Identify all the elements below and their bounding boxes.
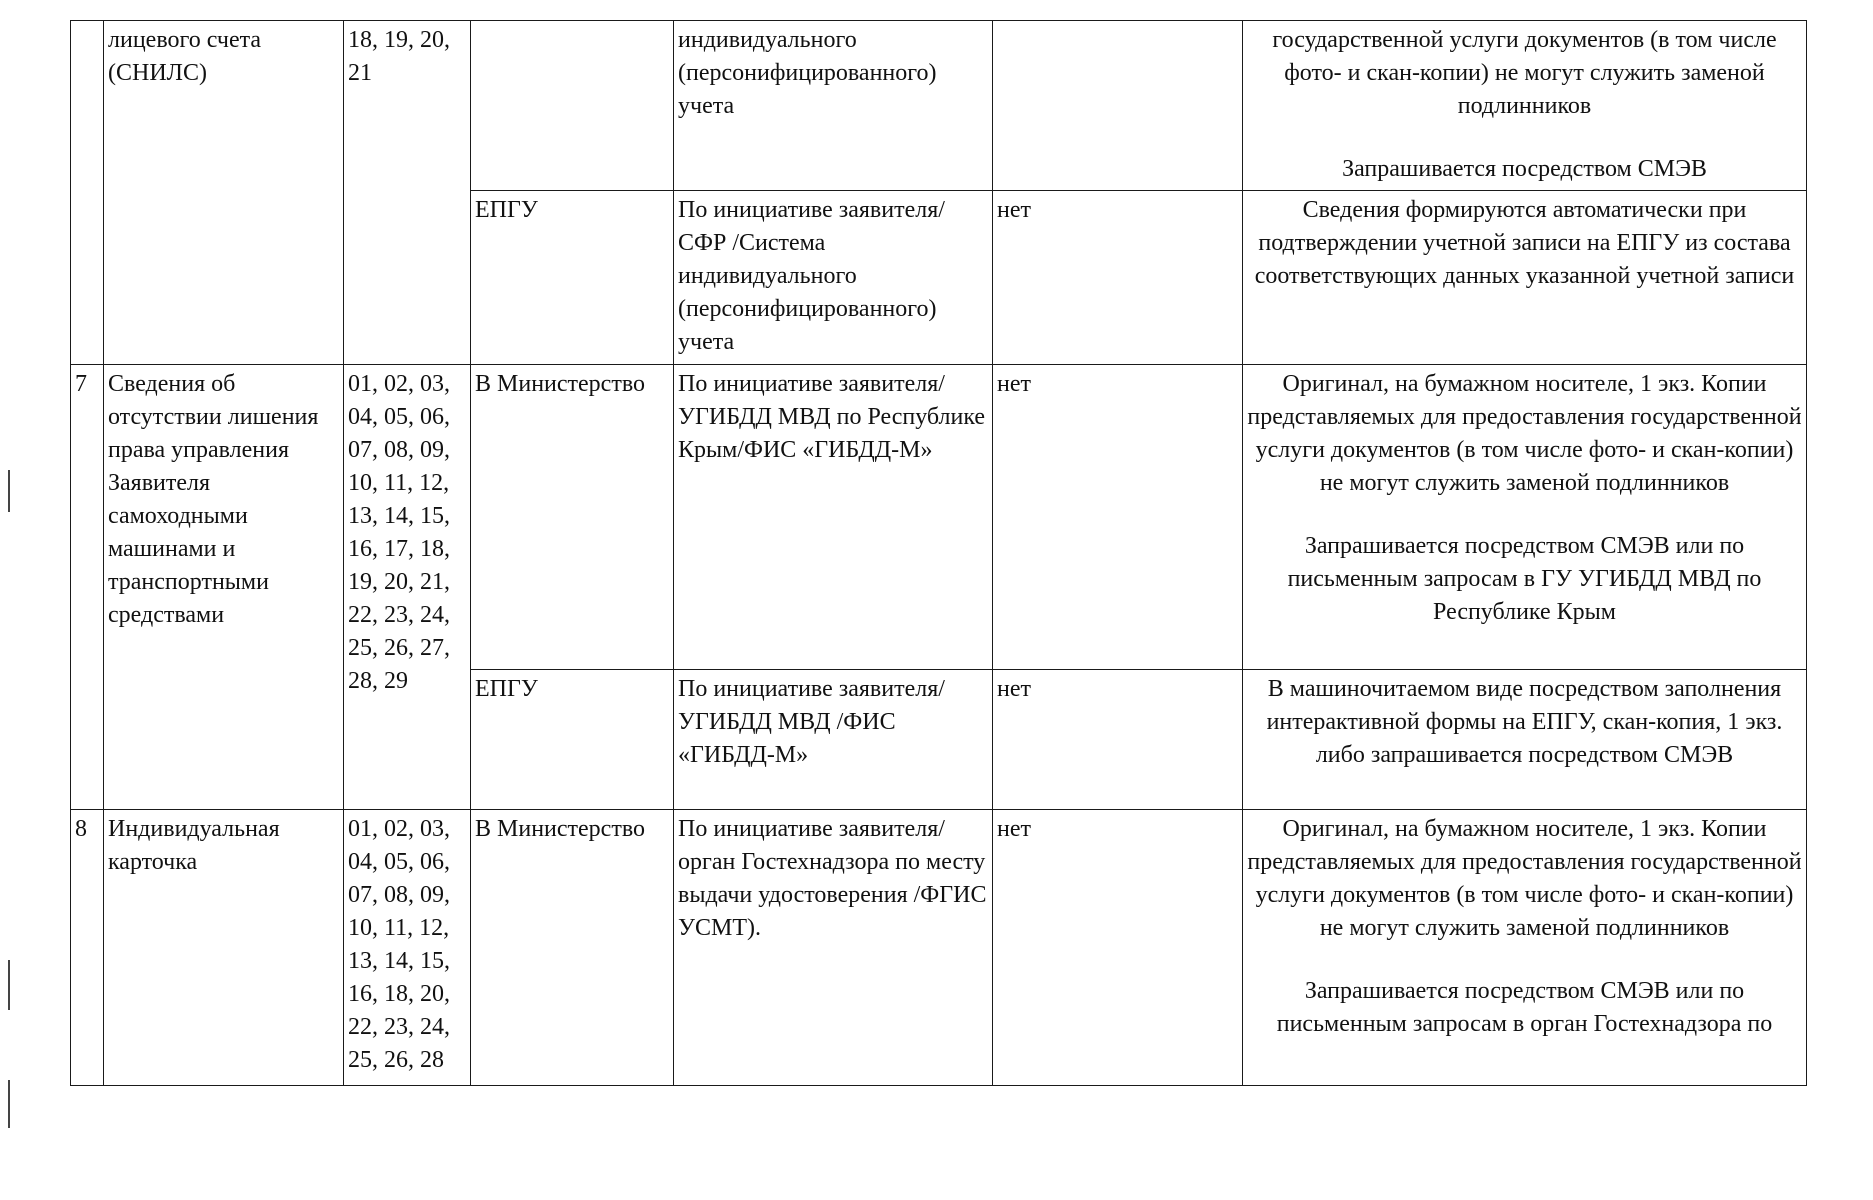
document-table — [70, 20, 1807, 1086]
destination: В Министерство — [471, 365, 674, 670]
source: По инициативе заявителя/ СФР /Система индивидуального (персонифицированного) учета — [674, 191, 993, 365]
fee — [993, 21, 1243, 191]
note-paragraph: Оригинал, на бумажном носителе, 1 экз. Копии представляемых для предоставления государственной услуги документов (в том числе фото- и скан-копии) не могут служить заменой подлинников — [1247, 816, 1802, 941]
destination: В Министерство — [471, 810, 674, 1086]
document-name: Сведения об отсутствии лишения права управления Заявителя самоходными машинами и транспортными средствами — [104, 365, 344, 810]
scan-artifact — [8, 470, 10, 512]
scan-artifact — [8, 960, 10, 1010]
destination: ЕПГУ — [471, 670, 674, 810]
notes — [1243, 810, 1807, 1086]
row-number: 7 — [71, 365, 104, 810]
table-row — [71, 810, 1807, 1086]
row-number — [71, 21, 104, 365]
destination: ЕПГУ — [471, 191, 674, 365]
destination — [471, 21, 674, 191]
fee: нет — [993, 670, 1243, 810]
fee: нет — [993, 365, 1243, 670]
note-paragraph: Запрашивается посредством СМЭВ или по письменным запросам в ГУ УГИБДД МВД по Республике Крым — [1287, 533, 1762, 625]
fee: нет — [993, 191, 1243, 365]
source: По инициативе заявителя/ УГИБДД МВД по Республике Крым/ФИС «ГИБДД-М» — [674, 365, 993, 670]
note-paragraph: Сведения формируются автоматически при подтверждении учетной записи на ЕПГУ из состава соответствующих данных указанной учетной записи — [1254, 197, 1795, 289]
source: индивидуального (персонифицированного) учета — [674, 21, 993, 191]
table-row — [71, 365, 1807, 670]
notes — [1243, 670, 1807, 810]
service-codes: 01, 02, 03, 04, 05, 06, 07, 08, 09, 10, 11, 12, 13, 14, 15, 16, 18, 20, 22, 23, 24, 25, 26, 28 — [344, 810, 471, 1086]
service-codes: 18, 19, 20, 21 — [344, 21, 471, 365]
table-row — [71, 21, 1807, 191]
note-paragraph: В машиночитаемом виде посредством заполнения интерактивной формы на ЕПГУ, скан-копия, 1 экз. либо запрашивается посредством СМЭВ — [1266, 676, 1783, 768]
document-name: Индивидуальная карточка — [104, 810, 344, 1086]
notes — [1243, 191, 1807, 365]
document-name: лицевого счета (СНИЛС) — [104, 21, 344, 365]
source: По инициативе заявителя/ УГИБДД МВД /ФИС «ГИБДД-М» — [674, 670, 993, 810]
service-codes: 01, 02, 03, 04, 05, 06, 07, 08, 09, 10, 11, 12, 13, 14, 15, 16, 17, 18, 19, 20, 21, 22, 23, 24, 25, 26, 27, 28, 29 — [344, 365, 471, 810]
note-paragraph: Запрашивается посредством СМЭВ — [1342, 156, 1707, 182]
note-paragraph: государственной услуги документов (в том числе фото- и скан-копии) не могут служить заменой подлинников — [1272, 27, 1777, 119]
notes — [1243, 21, 1807, 191]
fee: нет — [993, 810, 1243, 1086]
notes — [1243, 365, 1807, 670]
note-paragraph: Оригинал, на бумажном носителе, 1 экз. Копии представляемых для предоставления государственной услуги документов (в том числе фото- и скан-копии) не могут служить заменой подлинников — [1247, 371, 1802, 496]
source: По инициативе заявителя/ орган Гостехнадзора по месту выдачи удостоверения /ФГИС УСМТ). — [674, 810, 993, 1086]
note-paragraph: Запрашивается посредством СМЭВ или по письменным запросам в орган Гостехнадзора по — [1276, 978, 1773, 1037]
scan-artifact — [8, 1080, 10, 1128]
row-number: 8 — [71, 810, 104, 1086]
